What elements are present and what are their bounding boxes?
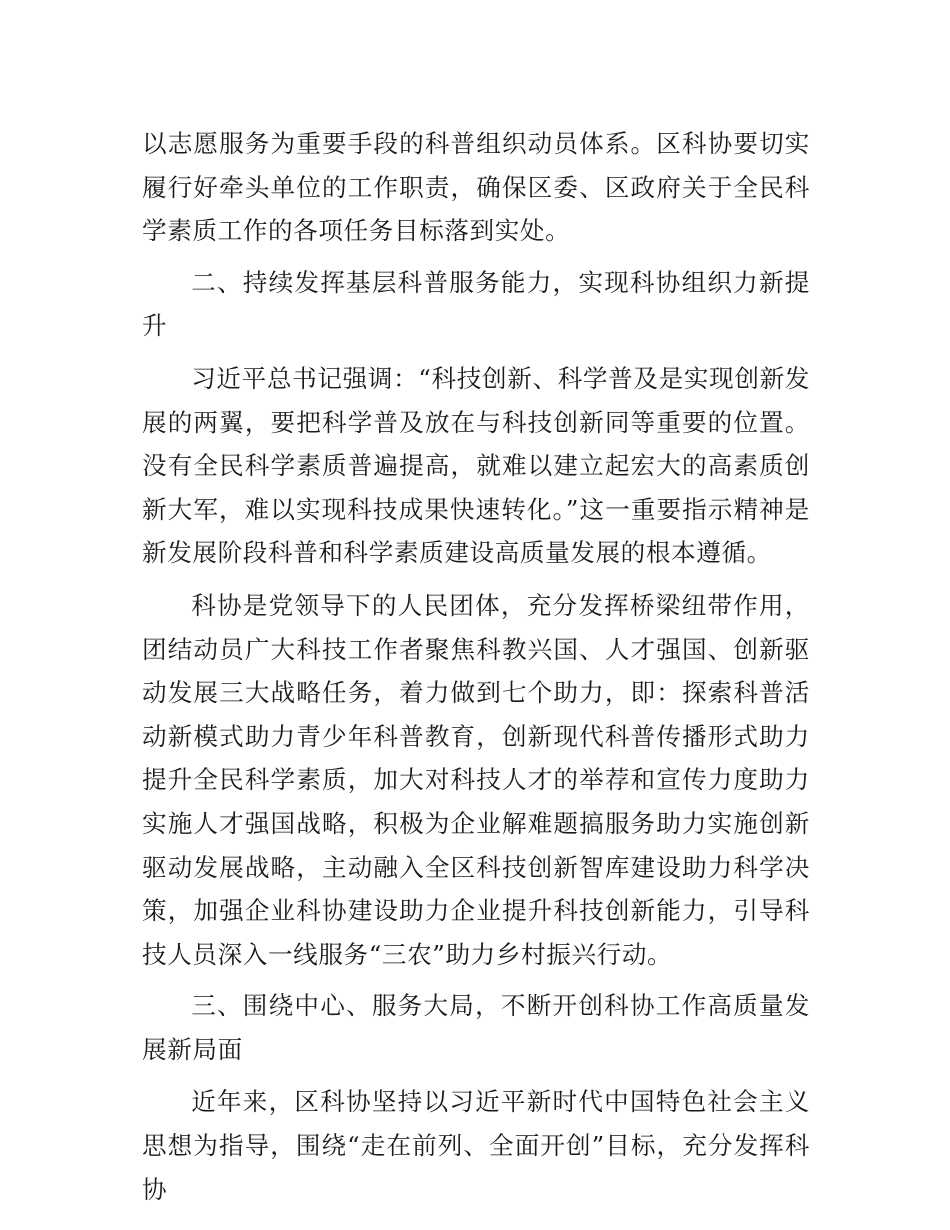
paragraph-seven-supports: 科协是党领导下的人民团体，充分发挥桥梁纽带作用，团结动员广大科技工作者聚焦科教兴国、人才强国、创新驱动发展三大战略任务，着力做到七个助力，即：探索科普活动新模式助力青少年科普教育，创新现代科普传播形式助力提升全民科学素质，加大对科技人才的举荐和宣传力度助力实施人才强国战略，积极为企业解难题搞服务助力实施创新驱动发展战略，主动融入全区科技创新智库建设助力科学决策，加强企业科协建设助力企业提升科技创新能力，引导科技人员深入一线服务“三农”助力乡村振兴行动。: [142, 590, 810, 969]
paragraph-quote: 习近平总书记强调：“科技创新、科学普及是实现创新发展的两翼，要把科学普及放在与科技创新同等重要的位置。没有全民科学素质普遍提高，就难以建立起宏大的高素质创新大军，难以实现科技成果快速转化。”这一重要指示精神是新发展阶段科普和科学素质建设高质量发展的根本遵循。: [142, 363, 810, 568]
document-page: [142, 122, 810, 1211]
paragraph-continuation: 以志愿服务为重要手段的科普组织动员体系。区科协要切实履行好牵头单位的工作职责，确保区委、区政府关于全民科学素质工作的各项任务目标落到实处。: [142, 129, 810, 246]
section-heading-three: 三、围绕中心、服务大局，不断开创科协工作高质量发展新局面: [142, 991, 810, 1064]
paragraph-recent-years: 近年来，区科协坚持以习近平新时代中国特色社会主义思想为指导，围绕“走在前列、全面开创”目标，充分发挥科协: [142, 1087, 810, 1204]
section-heading-two: 二、持续发挥基层科普服务能力，实现科协组织力新提升: [142, 267, 810, 341]
